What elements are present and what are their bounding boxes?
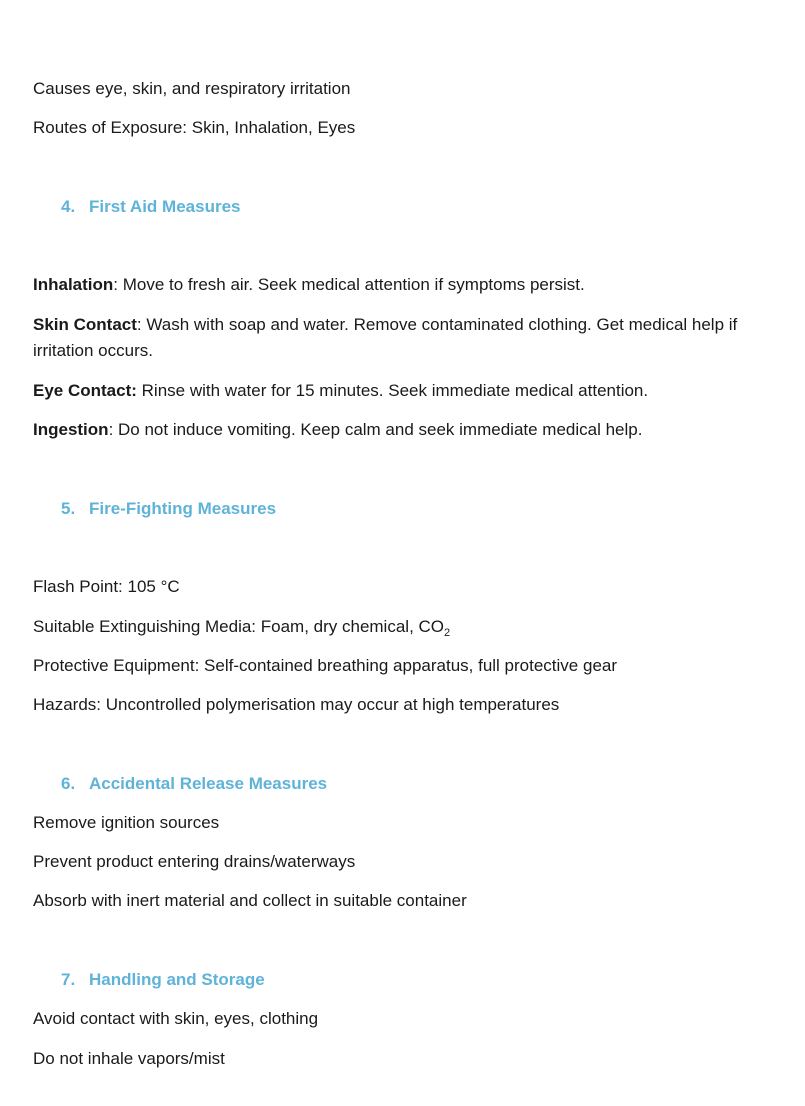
section-number: 7. [61, 970, 76, 989]
list-item: Do not inhale vapors/mist [33, 1049, 225, 1068]
routes-of-exposure-text: Routes of Exposure: Skin, Inhalation, Eyes [33, 118, 356, 137]
first-aid-inhalation [33, 275, 585, 295]
extinguishing-media-text [33, 617, 450, 637]
section-heading-first-aid [61, 197, 240, 217]
item-separator: : [108, 420, 119, 439]
first-aid-skin-contact [33, 312, 753, 364]
section-heading-fire-fighting [61, 499, 276, 519]
item-label: Inhalation [33, 275, 114, 294]
item-label: Ingestion [33, 420, 109, 439]
item-text: Wash with soap and water. Remove contaminated clothing. Get medical help if irritation occurs. [33, 315, 738, 360]
section-number: 6. [61, 774, 76, 793]
section-number: 4. [61, 197, 76, 216]
list-item: Remove ignition sources [33, 813, 220, 832]
flash-point-text: Flash Point: 105 °C [33, 577, 180, 596]
section-title: Accidental Release Measures [89, 774, 328, 793]
section-title: Handling and Storage [89, 970, 265, 989]
first-aid-eye-contact [33, 381, 648, 401]
item-label: Eye Contact: [33, 381, 137, 400]
list-item: Avoid contact with skin, eyes, clothing [33, 1009, 319, 1028]
item-separator: : [113, 275, 123, 294]
hazards-text: Hazards: Uncontrolled polymerisation may occur at high temperatures [33, 695, 560, 714]
section-number: 5. [61, 499, 76, 518]
item-text: Do not induce vomiting. Keep calm and seek immediate medical help. [118, 420, 643, 439]
protective-equipment-text: Protective Equipment: Self-contained breathing apparatus, full protective gear [33, 656, 618, 675]
section-heading-accidental-release [61, 774, 327, 794]
first-aid-ingestion [33, 420, 642, 440]
section-title: First Aid Measures [89, 197, 241, 216]
section-heading-handling-storage [61, 970, 265, 990]
list-item: Prevent product entering drains/waterways [33, 852, 356, 871]
health-effects-text: Causes eye, skin, and respiratory irritation [33, 79, 351, 98]
item-separator: : [136, 315, 147, 334]
media-subscript: 2 [444, 627, 451, 639]
media-text: Suitable Extinguishing Media: Foam, dry chemical, CO [33, 617, 445, 636]
item-label: Skin Contact [33, 315, 137, 334]
item-text: Move to fresh air. Seek medical attention if symptoms persist. [122, 275, 585, 294]
section-title: Fire-Fighting Measures [89, 499, 277, 518]
item-text: Rinse with water for 15 minutes. Seek immediate medical attention. [141, 381, 649, 400]
list-item: Absorb with inert material and collect in suitable container [33, 891, 467, 910]
